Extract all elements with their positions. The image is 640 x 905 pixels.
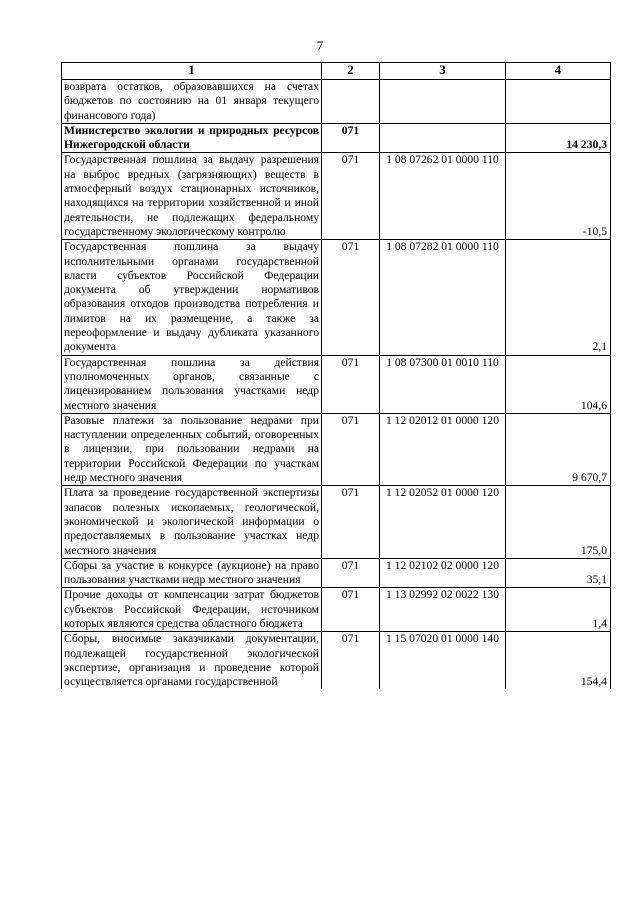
row-admin-code: 071 (322, 632, 380, 690)
row-amount: 2,1 (506, 240, 611, 355)
row-admin-code: 071 (322, 486, 380, 558)
row-admin-code (322, 80, 380, 124)
row-budget-code: 1 12 02052 01 0000 120 (380, 486, 506, 558)
row-admin-code: 071 (322, 355, 380, 413)
row-amount: 14 230,3 (506, 123, 611, 153)
row-description: Государственная пошлина за действия уполномоченных органов, связанные с лицензированием пользования участками недр местного значения (62, 355, 322, 413)
row-budget-code: 1 12 02102 02 0000 120 (380, 558, 506, 588)
row-amount: 35,1 (506, 558, 611, 588)
row-amount: 1,4 (506, 588, 611, 632)
table-row (62, 486, 611, 558)
row-budget-code: 1 12 02012 01 0000 120 (380, 413, 506, 485)
row-description: Прочие доходы от компенсации затрат бюджетов субъектов Российской Федерации, источником которых являются средства областного бюджета (62, 588, 322, 632)
table-row (62, 558, 611, 588)
table-header-row (62, 63, 611, 80)
table-row (62, 632, 611, 690)
revenue-table (61, 62, 611, 689)
table-row (62, 355, 611, 413)
table-row (62, 413, 611, 485)
row-amount: 154,4 (506, 632, 611, 690)
row-description: возврата остатков, образовавшихся на счетах бюджетов по состоянию на 01 января текущего финансового года) (62, 80, 322, 124)
table-row (62, 153, 611, 240)
row-admin-code: 071 (322, 413, 380, 485)
table-row-ministry (62, 123, 611, 153)
column-header-4: 4 (506, 63, 611, 80)
row-budget-code: 1 08 07262 01 0000 110 (380, 153, 506, 240)
column-header-2: 2 (322, 63, 380, 80)
row-amount: 104,6 (506, 355, 611, 413)
row-admin-code: 071 (322, 123, 380, 153)
row-admin-code: 071 (322, 558, 380, 588)
row-description: Министерство экологии и природных ресурсов Нижегородской области (62, 123, 322, 153)
row-budget-code: 1 08 07300 01 0010 110 (380, 355, 506, 413)
table-row (62, 80, 611, 124)
column-header-1: 1 (62, 63, 322, 80)
row-admin-code: 071 (322, 588, 380, 632)
row-amount (506, 80, 611, 124)
row-description: Государственная пошлина за выдачу разрешения на выброс вредных (загрязняющих) веществ в атмосферный воздух стационарных источников, находящихся на территории хозяйственной и иной деятельности, не подлежащих федеральному государственному экологическому контролю (62, 153, 322, 240)
row-amount: 9 670,7 (506, 413, 611, 485)
page-number: 7 (316, 38, 324, 53)
row-amount: -10,5 (506, 153, 611, 240)
row-description: Сборы за участие в конкурсе (аукционе) на право пользования участками недр местного значения (62, 558, 322, 588)
row-amount: 175,0 (506, 486, 611, 558)
row-budget-code (380, 80, 506, 124)
table-row (62, 240, 611, 355)
row-admin-code: 071 (322, 153, 380, 240)
row-budget-code: 1 08 07282 01 0000 110 (380, 240, 506, 355)
row-description: Разовые платежи за пользование недрами при наступлении определенных событий, оговоренных в лицензии, при пользовании недрами на территории Российской Федерации по участкам недр местного значения (62, 413, 322, 485)
row-description: Государственная пошлина за выдачу исполнительными органами государственной власти субъектов Российской Федерации документа об утверждении нормативов образования отходов производства потребления и лимитов на их размещение, а также за переоформление и выдачу дубликата указанного документа (62, 240, 322, 355)
row-budget-code (380, 123, 506, 153)
row-description: Плата за проведение государственной экспертизы запасов полезных ископаемых, геологической, экономической и экологической информации о предоставляемых в пользование участках недр местного значения (62, 486, 322, 558)
row-admin-code: 071 (322, 240, 380, 355)
column-header-3: 3 (380, 63, 506, 80)
row-description: Сборы, вносимые заказчиками документации, подлежащей государственной экологической экспертизе, организация и проведение которой осуществляется органами государственной (62, 632, 322, 690)
table-row (62, 588, 611, 632)
row-budget-code: 1 13 02992 02 0022 130 (380, 588, 506, 632)
row-budget-code: 1 15 07020 01 0000 140 (380, 632, 506, 690)
